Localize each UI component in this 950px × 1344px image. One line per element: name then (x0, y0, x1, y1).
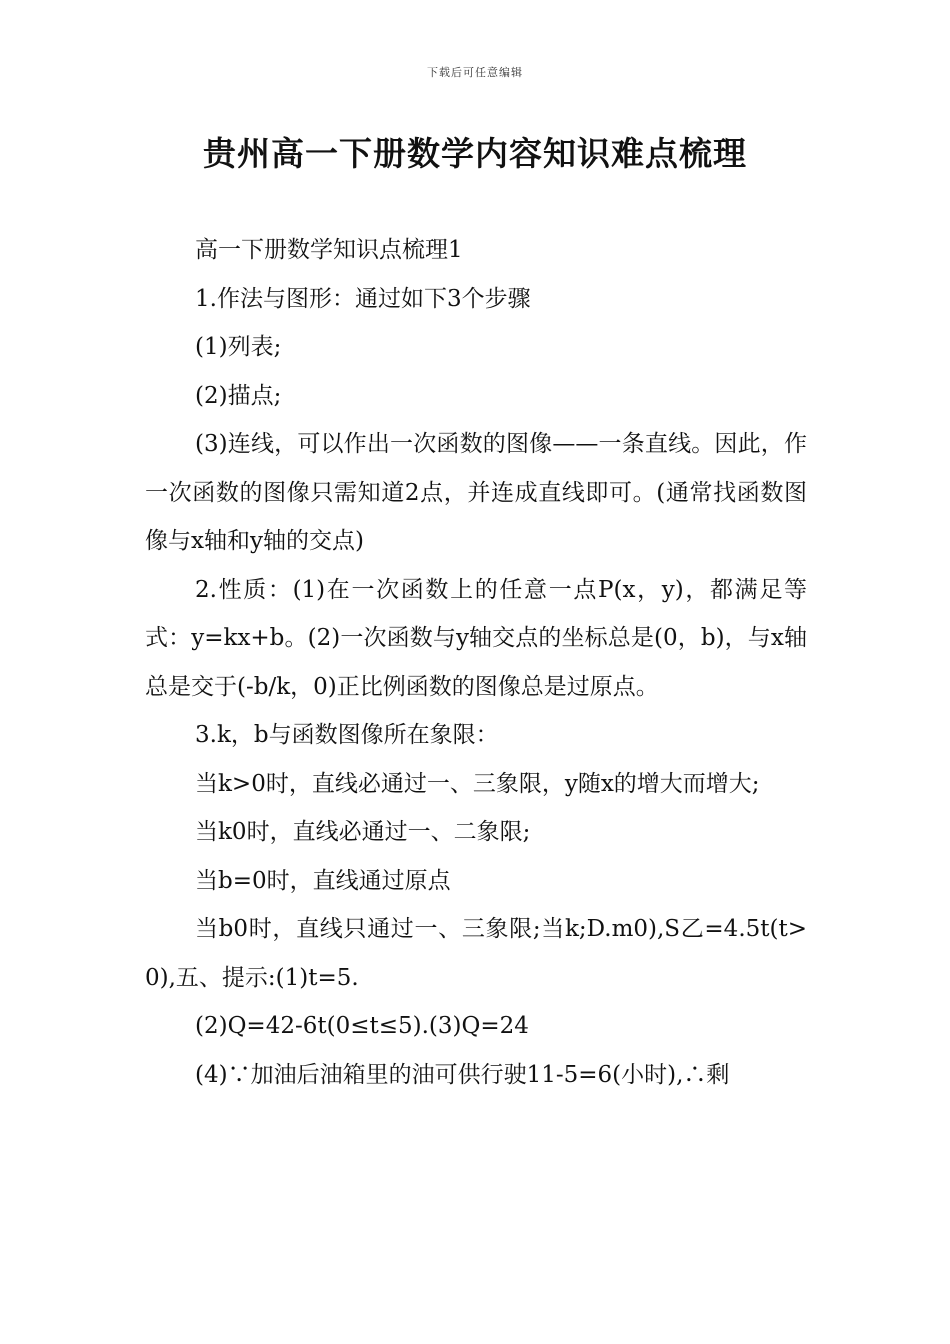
paragraph-b-zero: 当b=0时，直线通过原点 (195, 867, 451, 894)
document-body (145, 226, 807, 1099)
paragraph-k0: 当k0时，直线必通过一、二象限; (195, 819, 531, 845)
paragraph-quadrant-heading: 3.k，b与函数图像所在象限： (195, 722, 499, 748)
paragraph-k-positive: 当k>0时，直线必通过一、三象限，y随x的增大而增大; (195, 770, 760, 797)
paragraph-section-heading: 高一下册数学知识点梳理1 (195, 237, 463, 263)
paragraph-step-3: (3)连线，可以作出一次函数的图像——一条直线。因此，作一次函数的图像只需知道2点，并连成直线即可。(通常找函数图像与x轴和y轴的交点) (145, 431, 807, 554)
paragraph-answer-4: (4)∵加油后油箱里的油可供行驶11-5=6(小时),∴剩 (195, 1061, 730, 1088)
paragraph-answer-2: (2)Q=42-6t(0≤t≤5).(3)Q=24 (195, 1013, 529, 1039)
paragraph-step-intro: 1.作法与图形：通过如下3个步骤 (195, 285, 531, 312)
paragraph-step-2: (2)描点; (195, 382, 282, 409)
paragraph-b0: 当b0时，直线只通过一、三象限;当k;D.m0),S乙=4.5t(t>0),五、提示:(1)t=5. (145, 916, 807, 991)
document-title: 贵州高一下册数学内容知识难点梳理 (203, 134, 747, 173)
paragraph-properties: 2.性质：(1)在一次函数上的任意一点P(x，y)，都满足等式：y=kx+b。(2)一次函数与y轴交点的坐标总是(0，b)，与x轴总是交于(-b/k，0)正比例函数的图像总是过原点。 (145, 576, 807, 700)
header-note: 下载后可任意编辑 (427, 66, 523, 79)
paragraph-step-1: (1)列表; (195, 334, 282, 360)
